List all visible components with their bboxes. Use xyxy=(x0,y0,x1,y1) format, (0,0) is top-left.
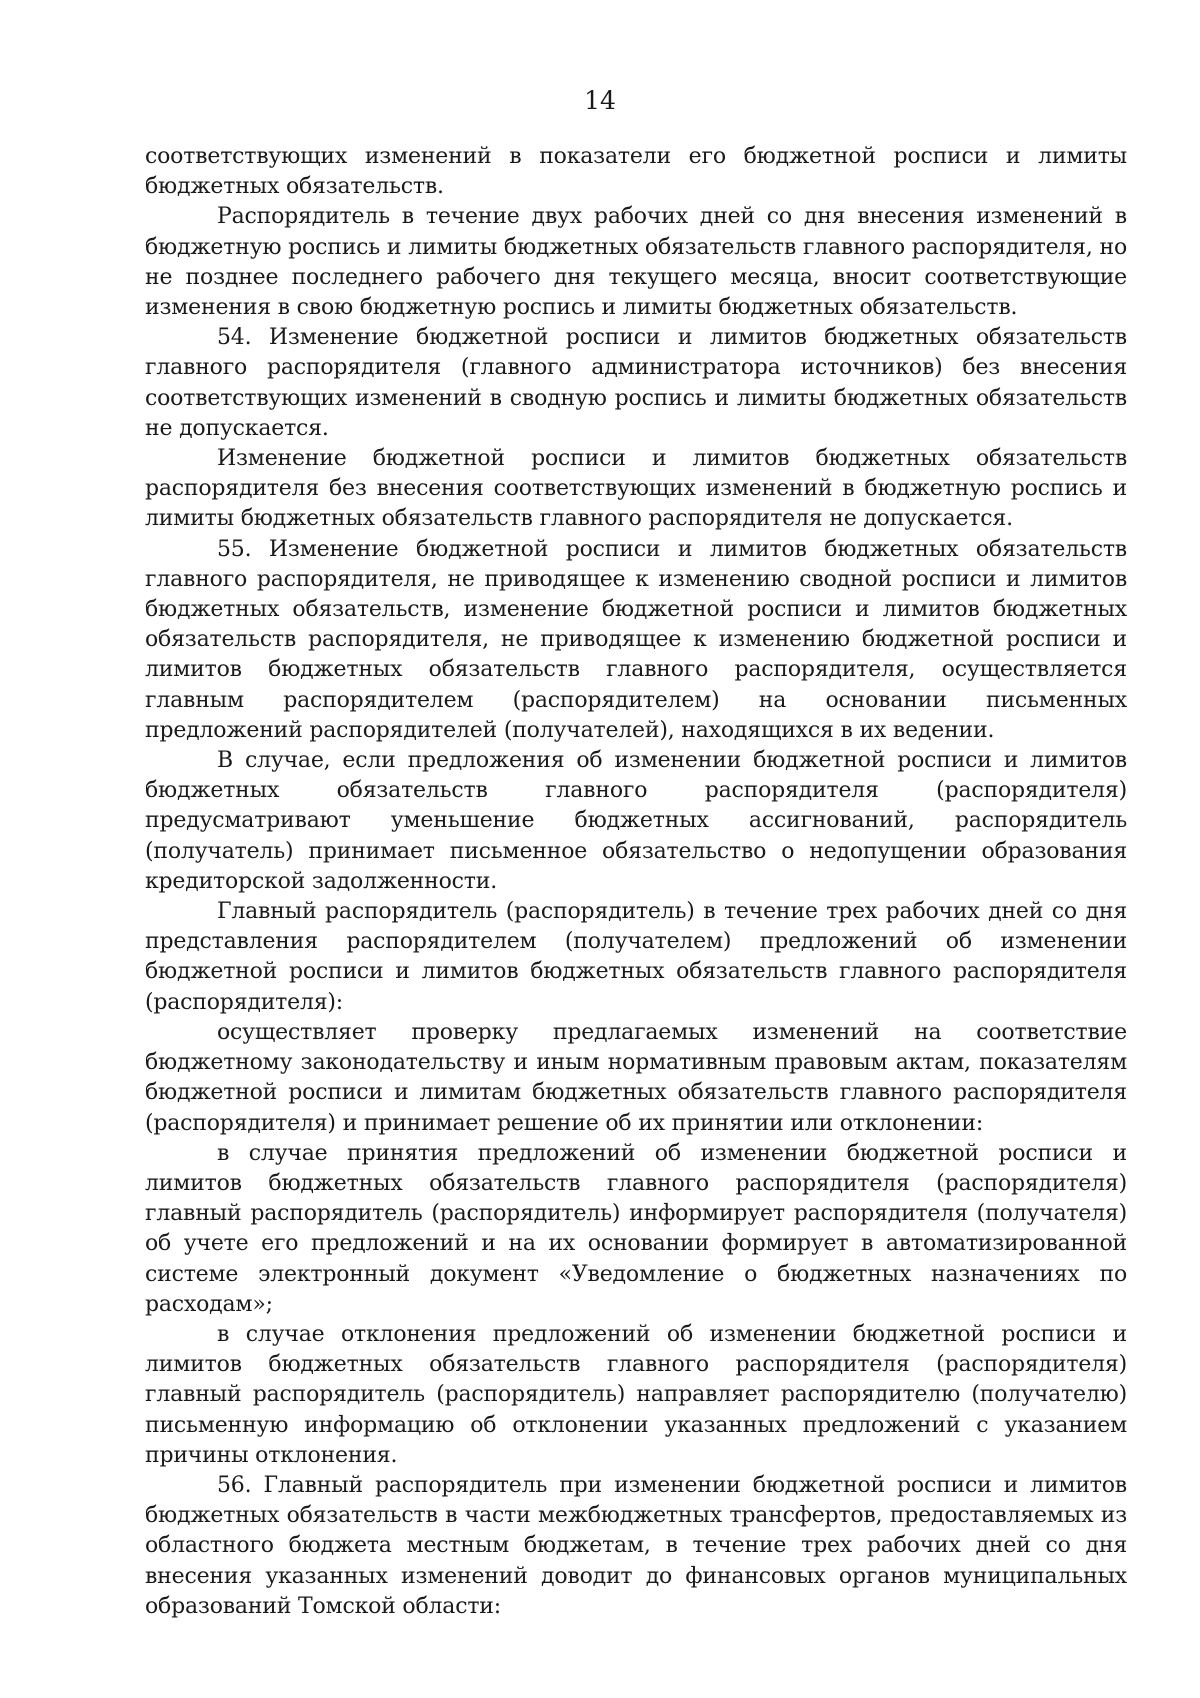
paragraph: В случае, если предложения об изменении бюджетной росписи и лимитов бюджетных обязательств главного распорядителя (распорядителя) предусматривают уменьшение бюджетных ассигнований, распорядитель (получатель) принимает письменное обязательство о недопущении образования кредиторской задолженности. xyxy=(145,748,1127,894)
paragraph: 54. Изменение бюджетной росписи и лимитов бюджетных обязательств главного распорядителя (главного администратора источников) без внесения соответствующих изменений в сводную роспись и лимиты бюджетных обязательств не допускается. xyxy=(145,325,1127,441)
document-body xyxy=(145,142,1127,1622)
paragraph: Распорядитель в течение двух рабочих дней со дня внесения изменений в бюджетную роспись и лимиты бюджетных обязательств главного распорядителя, но не позднее последнего рабочего дня текущего месяца, вносит соответствующие изменения в свою бюджетную роспись и лимиты бюджетных обязательств. xyxy=(145,204,1127,321)
paragraph: 55. Изменение бюджетной росписи и лимитов бюджетных обязательств главного распорядителя, не приводящее к изменению сводной росписи и лимитов бюджетных обязательств, изменение бюджетной росписи и лимитов бюджетных обязательств распорядителя, не приводящее к изменению бюджетной росписи и лимитов бюджетных обязательств главного распорядителя, осуществляется главным распорядителем (распорядителем) на основании письменных предложений распорядителей (получателей), находящихся в их ведении. xyxy=(145,536,1127,743)
paragraph: 56. Главный распорядитель при изменении бюджетной росписи и лимитов бюджетных обязательств в части межбюджетных трансфертов, предоставляемых из областного бюджета местным бюджетам, в течение трех рабочих дней со дня внесения указанных изменений доводит до финансовых органов муниципальных образований Томской области: xyxy=(145,1472,1127,1619)
paragraph: осуществляет проверку предлагаемых изменений на соответствие бюджетному законодательству и иным нормативным правовым актам, показателям бюджетной росписи и лимитам бюджетных обязательств главного распорядителя (распорядителя) и принимает решение об их принятии или отклонении: xyxy=(145,1019,1127,1136)
paragraph: соответствующих изменений в показатели его бюджетной росписи и лимиты бюджетных обязательств. xyxy=(145,144,1127,200)
page-number: 14 xyxy=(584,86,616,115)
paragraph: Главный распорядитель (распорядитель) в течение трех рабочих дней со дня представления распорядителем (получателем) предложений об изменении бюджетной росписи и лимитов бюджетных обязательств главного распорядителя (распорядителя): xyxy=(145,899,1127,1015)
paragraph: в случае принятия предложений об изменении бюджетной росписи и лимитов бюджетных обязательств главного распорядителя (распорядителя) главный распорядитель (распорядитель) информирует распорядителя (получателя) об учете его предложений и на их основании формирует в автоматизированной системе электронный документ «Уведомление о бюджетных назначениях по расходам»; xyxy=(145,1140,1127,1317)
paragraph: в случае отклонения предложений об изменении бюджетной росписи и лимитов бюджетных обязательств главного распорядителя (распорядителя) главный распорядитель (распорядитель) направляет распорядителю (получателю) письменную информацию об отклонении указанных предложений с указанием причины отклонения. xyxy=(145,1321,1127,1468)
paragraph: Изменение бюджетной росписи и лимитов бюджетных обязательств распорядителя без внесения соответствующих изменений в бюджетную роспись и лимиты бюджетных обязательств главного распорядителя не допускается. xyxy=(145,446,1127,532)
